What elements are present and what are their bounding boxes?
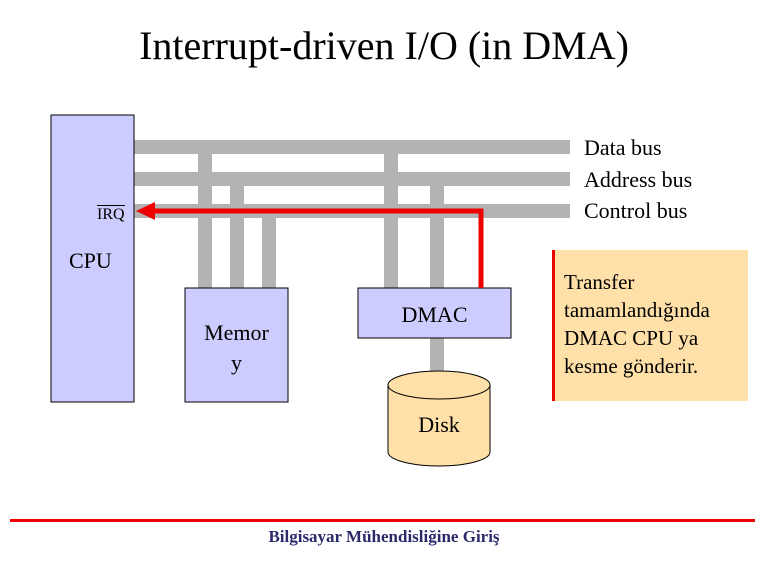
- disk-top: [388, 371, 490, 399]
- dmac-address-connector: [430, 186, 444, 288]
- note-line: kesme gönderir.: [564, 354, 699, 378]
- note-line: DMAC CPU ya: [564, 326, 699, 350]
- transfer-note: [552, 250, 748, 401]
- memory-label-line2: y: [231, 350, 242, 375]
- dmac-data-connector: [384, 154, 398, 288]
- memory-label: [185, 318, 288, 378]
- memory-data-connector: [198, 154, 212, 288]
- footer-divider: [10, 519, 755, 522]
- control-bus-label: Control bus: [584, 198, 688, 223]
- irq-label: IRQ: [97, 206, 125, 223]
- disk-label: Disk: [418, 412, 460, 437]
- memory-address-connector: [230, 186, 244, 288]
- cpu-label: CPU: [69, 248, 112, 273]
- data-bus: [134, 140, 570, 154]
- dmac-label: DMAC: [401, 302, 468, 327]
- memory-control-connector: [262, 218, 276, 288]
- note-line: Transfer: [564, 270, 635, 294]
- address-bus-label: Address bus: [584, 167, 693, 192]
- page-title: Interrupt-driven I/O (in DMA): [139, 23, 629, 68]
- memory-label-line1: Memor: [204, 320, 269, 345]
- footer-text: Bilgisayar Mühendisliğine Giriş: [268, 527, 500, 546]
- data-bus-label: Data bus: [584, 135, 662, 160]
- note-line: tamamlandığında: [564, 298, 710, 322]
